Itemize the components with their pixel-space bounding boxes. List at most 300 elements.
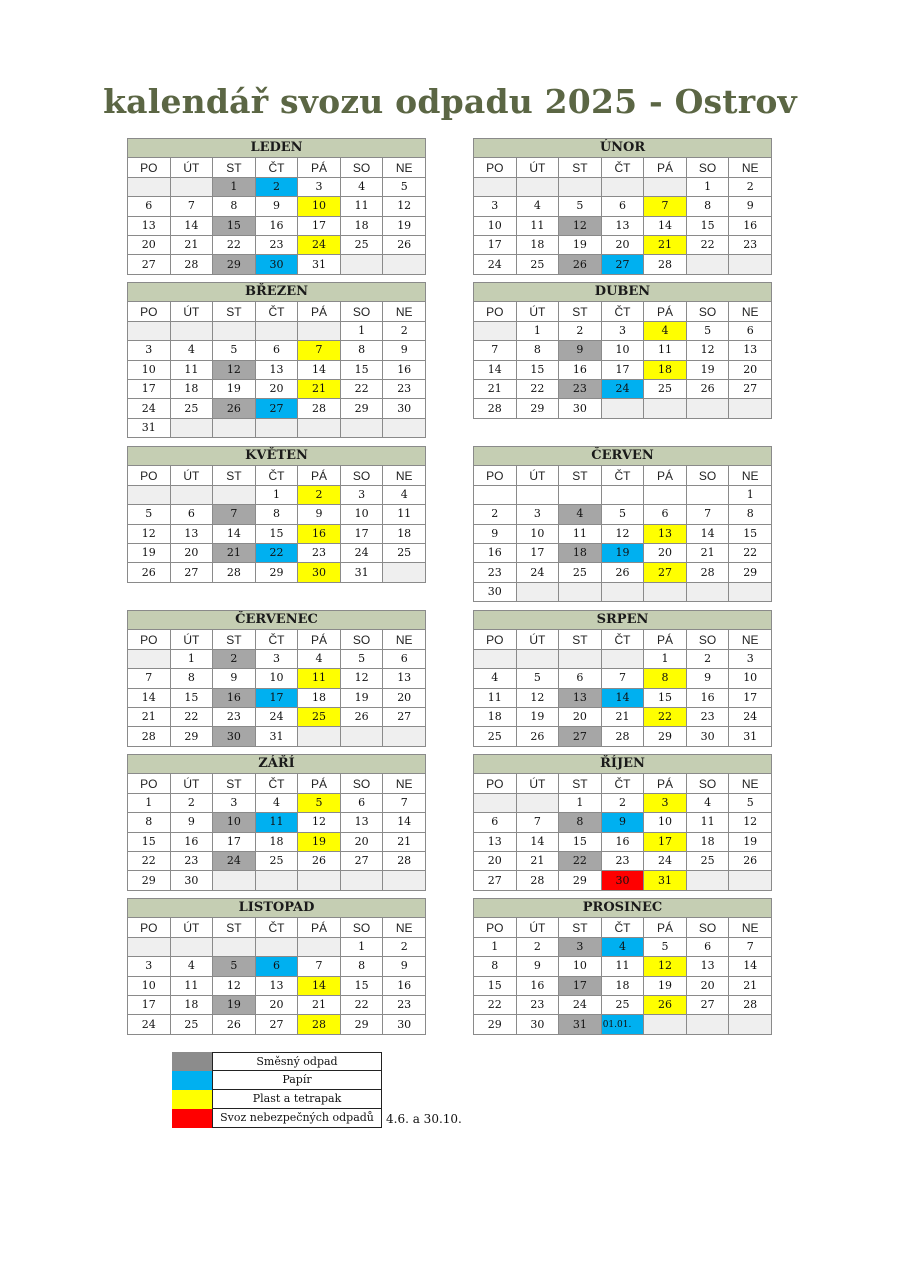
empty-cell <box>255 871 298 890</box>
day-header: NE <box>729 774 772 793</box>
day-cell: 12 <box>686 341 729 360</box>
month-květen <box>127 446 426 583</box>
week-row <box>474 216 772 235</box>
day-header: NE <box>383 466 426 485</box>
empty-cell <box>601 649 644 668</box>
day-cell: 18 <box>644 360 687 379</box>
day-cell: 12 <box>729 813 772 832</box>
day-cell: 4 <box>686 793 729 812</box>
day-cell: 4 <box>644 321 687 340</box>
day-cell: 27 <box>474 871 517 890</box>
day-cell: 12 <box>213 976 256 995</box>
week-row <box>474 688 772 707</box>
day-header: PÁ <box>298 918 341 937</box>
day-cell: 24 <box>340 543 383 562</box>
week-row <box>474 832 772 851</box>
empty-cell <box>686 871 729 890</box>
day-cell: 12 <box>340 669 383 688</box>
day-cell: 11 <box>516 216 559 235</box>
day-cell: 25 <box>686 851 729 870</box>
day-cell: 28 <box>128 727 171 746</box>
day-header: SO <box>686 918 729 937</box>
day-header: ST <box>559 302 602 321</box>
day-cell: 8 <box>128 813 171 832</box>
empty-cell <box>601 399 644 418</box>
day-cell: 21 <box>601 707 644 726</box>
day-header: SO <box>686 158 729 177</box>
day-cell: 11 <box>298 669 341 688</box>
week-row <box>128 707 426 726</box>
empty-cell <box>340 255 383 274</box>
day-cell: 15 <box>340 360 383 379</box>
day-cell: 18 <box>686 832 729 851</box>
day-cell: 17 <box>601 360 644 379</box>
day-cell: 10 <box>255 669 298 688</box>
day-cell: 10 <box>474 216 517 235</box>
day-cell: 14 <box>383 813 426 832</box>
day-cell: 17 <box>559 976 602 995</box>
day-cell: 28 <box>601 727 644 746</box>
week-row <box>128 688 426 707</box>
day-cell: 1 <box>474 937 517 956</box>
day-cell: 18 <box>601 976 644 995</box>
empty-cell <box>559 485 602 504</box>
day-cell: 8 <box>516 341 559 360</box>
hazardous-dates-note: 4.6. a 30.10. <box>386 1112 462 1126</box>
empty-cell <box>213 937 256 956</box>
day-cell: 01.01. <box>601 1015 644 1034</box>
day-cell: 12 <box>383 197 426 216</box>
day-cell: 20 <box>644 543 687 562</box>
day-cell: 19 <box>559 235 602 254</box>
day-header: PO <box>128 774 171 793</box>
day-cell: 15 <box>644 688 687 707</box>
week-row <box>128 669 426 688</box>
day-cell: 26 <box>128 563 171 582</box>
day-cell: 10 <box>516 524 559 543</box>
day-cell: 5 <box>686 321 729 340</box>
day-cell: 28 <box>383 851 426 870</box>
day-cell: 16 <box>516 976 559 995</box>
day-header: ÚT <box>170 158 213 177</box>
week-row <box>474 582 772 601</box>
day-cell: 15 <box>559 832 602 851</box>
day-header: NE <box>729 302 772 321</box>
day-cell: 29 <box>128 871 171 890</box>
day-cell: 31 <box>255 727 298 746</box>
day-header: PÁ <box>298 302 341 321</box>
day-header: ÚT <box>516 158 559 177</box>
day-cell: 16 <box>213 688 256 707</box>
day-cell: 7 <box>213 505 256 524</box>
day-cell: 28 <box>298 399 341 418</box>
day-cell: 2 <box>170 793 213 812</box>
empty-cell <box>729 871 772 890</box>
day-cell: 22 <box>213 235 256 254</box>
day-cell: 4 <box>255 793 298 812</box>
day-cell: 17 <box>128 995 171 1014</box>
day-cell: 8 <box>686 197 729 216</box>
month-name: ŘÍJEN <box>474 755 772 774</box>
day-cell: 21 <box>213 543 256 562</box>
day-cell: 10 <box>340 505 383 524</box>
day-cell: 14 <box>686 524 729 543</box>
day-cell: 4 <box>601 937 644 956</box>
day-cell: 16 <box>729 216 772 235</box>
day-cell: 31 <box>644 871 687 890</box>
day-cell: 14 <box>128 688 171 707</box>
day-cell: 26 <box>601 563 644 582</box>
day-cell: 16 <box>383 976 426 995</box>
day-header: NE <box>383 918 426 937</box>
day-cell: 20 <box>601 235 644 254</box>
day-cell: 7 <box>383 793 426 812</box>
day-cell: 17 <box>213 832 256 851</box>
day-cell: 22 <box>686 235 729 254</box>
day-cell: 1 <box>255 485 298 504</box>
day-cell: 25 <box>255 851 298 870</box>
empty-cell <box>170 485 213 504</box>
day-cell: 17 <box>474 235 517 254</box>
day-cell: 9 <box>516 957 559 976</box>
day-cell: 9 <box>559 341 602 360</box>
day-header: NE <box>383 630 426 649</box>
day-cell: 1 <box>213 177 256 196</box>
day-cell: 16 <box>298 524 341 543</box>
day-header: ČT <box>255 918 298 937</box>
day-cell: 7 <box>686 505 729 524</box>
empty-cell <box>255 937 298 956</box>
month-srpen <box>473 610 772 747</box>
day-cell: 20 <box>170 543 213 562</box>
month-březen <box>127 282 426 438</box>
day-cell: 3 <box>128 957 171 976</box>
day-cell: 26 <box>383 235 426 254</box>
day-cell: 26 <box>686 379 729 398</box>
day-cell: 29 <box>170 727 213 746</box>
day-cell: 18 <box>298 688 341 707</box>
day-cell: 21 <box>128 707 171 726</box>
month-name: SRPEN <box>474 611 772 630</box>
day-cell: 13 <box>340 813 383 832</box>
day-cell: 4 <box>340 177 383 196</box>
empty-cell <box>686 399 729 418</box>
day-cell: 22 <box>340 995 383 1014</box>
day-cell: 19 <box>213 995 256 1014</box>
day-cell: 9 <box>729 197 772 216</box>
day-cell: 23 <box>686 707 729 726</box>
day-cell: 29 <box>559 871 602 890</box>
day-cell: 28 <box>644 255 687 274</box>
day-cell: 30 <box>383 399 426 418</box>
day-cell: 23 <box>383 379 426 398</box>
day-cell: 18 <box>559 543 602 562</box>
day-header: SO <box>686 302 729 321</box>
day-header: PÁ <box>644 302 687 321</box>
day-cell: 5 <box>340 649 383 668</box>
week-row <box>474 669 772 688</box>
day-cell: 28 <box>729 995 772 1014</box>
day-cell: 2 <box>516 937 559 956</box>
empty-cell <box>644 177 687 196</box>
week-row <box>474 543 772 562</box>
day-cell: 11 <box>340 197 383 216</box>
day-cell: 2 <box>213 649 256 668</box>
day-cell: 27 <box>644 563 687 582</box>
day-header: PO <box>128 302 171 321</box>
day-cell: 25 <box>601 995 644 1014</box>
day-cell: 8 <box>340 957 383 976</box>
day-cell: 2 <box>601 793 644 812</box>
day-header: ST <box>213 918 256 937</box>
legend-label-mixed: Směsný odpad <box>212 1052 382 1071</box>
day-header: ČT <box>601 918 644 937</box>
day-cell: 12 <box>601 524 644 543</box>
day-header: NE <box>383 302 426 321</box>
day-cell: 18 <box>516 235 559 254</box>
day-header: PO <box>474 918 517 937</box>
empty-cell <box>474 485 517 504</box>
day-cell: 6 <box>559 669 602 688</box>
empty-cell <box>559 177 602 196</box>
day-cell: 9 <box>474 524 517 543</box>
day-cell: 4 <box>559 505 602 524</box>
week-row <box>474 524 772 543</box>
day-cell: 8 <box>170 669 213 688</box>
empty-cell <box>729 582 772 601</box>
day-cell: 15 <box>213 216 256 235</box>
day-cell: 3 <box>255 649 298 668</box>
day-cell: 13 <box>255 976 298 995</box>
day-cell: 13 <box>644 524 687 543</box>
day-cell: 30 <box>559 399 602 418</box>
week-row <box>474 235 772 254</box>
day-cell: 18 <box>383 524 426 543</box>
day-cell: 25 <box>474 727 517 746</box>
day-cell: 4 <box>474 669 517 688</box>
day-cell: 21 <box>170 235 213 254</box>
day-cell: 14 <box>516 832 559 851</box>
day-header: PO <box>128 630 171 649</box>
week-row <box>474 563 772 582</box>
day-cell: 19 <box>213 379 256 398</box>
day-cell: 29 <box>644 727 687 746</box>
empty-cell <box>128 649 171 668</box>
week-row <box>128 851 426 870</box>
day-cell: 24 <box>298 235 341 254</box>
day-header: ČT <box>601 630 644 649</box>
week-row <box>128 976 426 995</box>
empty-cell <box>644 399 687 418</box>
legend-swatch-mixed <box>172 1052 212 1071</box>
day-cell: 6 <box>474 813 517 832</box>
day-cell: 11 <box>383 505 426 524</box>
day-cell: 21 <box>729 976 772 995</box>
day-cell: 1 <box>686 177 729 196</box>
day-header: PO <box>474 158 517 177</box>
day-cell: 30 <box>474 582 517 601</box>
empty-cell <box>255 321 298 340</box>
empty-cell <box>601 177 644 196</box>
day-cell: 26 <box>213 399 256 418</box>
day-cell: 10 <box>729 669 772 688</box>
day-header: SO <box>686 466 729 485</box>
week-row <box>128 379 426 398</box>
week-row <box>474 321 772 340</box>
day-cell: 26 <box>340 707 383 726</box>
week-row <box>474 957 772 976</box>
day-cell: 1 <box>516 321 559 340</box>
empty-cell <box>686 582 729 601</box>
day-cell: 13 <box>686 957 729 976</box>
day-cell: 13 <box>729 341 772 360</box>
week-row <box>128 957 426 976</box>
day-cell: 17 <box>729 688 772 707</box>
week-row <box>474 995 772 1014</box>
day-header: ČT <box>255 630 298 649</box>
week-row <box>128 418 426 437</box>
day-cell: 5 <box>128 505 171 524</box>
empty-cell <box>729 399 772 418</box>
day-cell: 11 <box>170 976 213 995</box>
day-cell: 23 <box>170 851 213 870</box>
month-říjen <box>473 754 772 891</box>
day-cell: 22 <box>340 379 383 398</box>
day-header: ST <box>213 630 256 649</box>
day-cell: 24 <box>128 399 171 418</box>
day-cell: 26 <box>644 995 687 1014</box>
day-header: SO <box>340 630 383 649</box>
day-cell: 14 <box>298 976 341 995</box>
day-cell: 13 <box>601 216 644 235</box>
day-cell: 9 <box>298 505 341 524</box>
day-header: ČT <box>255 302 298 321</box>
legend-label-hazardous: Svoz nebezpečných odpadů <box>212 1109 382 1128</box>
day-cell: 27 <box>729 379 772 398</box>
day-cell: 24 <box>559 995 602 1014</box>
week-row <box>128 727 426 746</box>
week-row <box>474 649 772 668</box>
month-name: ÚNOR <box>474 139 772 158</box>
day-header: PO <box>128 918 171 937</box>
day-cell: 7 <box>601 669 644 688</box>
day-cell: 19 <box>729 832 772 851</box>
day-cell: 5 <box>729 793 772 812</box>
day-cell: 23 <box>601 851 644 870</box>
month-červen <box>473 446 772 602</box>
day-cell: 8 <box>729 505 772 524</box>
day-cell: 23 <box>729 235 772 254</box>
day-header: SO <box>686 774 729 793</box>
day-cell: 12 <box>128 524 171 543</box>
week-row <box>474 485 772 504</box>
day-cell: 17 <box>298 216 341 235</box>
day-cell: 10 <box>128 976 171 995</box>
day-cell: 1 <box>128 793 171 812</box>
day-cell: 24 <box>601 379 644 398</box>
day-cell: 6 <box>601 197 644 216</box>
day-cell: 15 <box>128 832 171 851</box>
day-cell: 24 <box>255 707 298 726</box>
week-row <box>128 1015 426 1034</box>
day-header: SO <box>340 158 383 177</box>
day-cell: 16 <box>601 832 644 851</box>
day-cell: 18 <box>170 995 213 1014</box>
day-cell: 3 <box>213 793 256 812</box>
week-row <box>474 505 772 524</box>
week-row <box>128 216 426 235</box>
week-row <box>128 197 426 216</box>
day-cell: 24 <box>729 707 772 726</box>
day-cell: 20 <box>729 360 772 379</box>
week-row <box>128 255 426 274</box>
day-cell: 28 <box>213 563 256 582</box>
day-header: ÚT <box>516 630 559 649</box>
day-header: PO <box>474 302 517 321</box>
week-row <box>128 505 426 524</box>
day-cell: 31 <box>340 563 383 582</box>
week-row <box>474 379 772 398</box>
day-cell: 26 <box>559 255 602 274</box>
day-cell: 23 <box>298 543 341 562</box>
day-cell: 7 <box>644 197 687 216</box>
month-name: BŘEZEN <box>128 283 426 302</box>
day-cell: 18 <box>170 379 213 398</box>
month-září <box>127 754 426 891</box>
day-cell: 15 <box>686 216 729 235</box>
day-cell: 16 <box>686 688 729 707</box>
week-row <box>474 360 772 379</box>
day-cell: 12 <box>298 813 341 832</box>
day-cell: 13 <box>128 216 171 235</box>
empty-cell <box>516 793 559 812</box>
day-cell: 10 <box>559 957 602 976</box>
day-cell: 28 <box>298 1015 341 1034</box>
day-cell: 13 <box>255 360 298 379</box>
day-header: NE <box>729 158 772 177</box>
day-cell: 3 <box>128 341 171 360</box>
day-cell: 13 <box>383 669 426 688</box>
week-row <box>128 793 426 812</box>
day-cell: 29 <box>729 563 772 582</box>
day-cell: 5 <box>516 669 559 688</box>
day-cell: 4 <box>516 197 559 216</box>
day-header: PO <box>474 774 517 793</box>
empty-cell <box>474 177 517 196</box>
empty-cell <box>340 418 383 437</box>
week-row <box>128 871 426 890</box>
day-cell: 16 <box>559 360 602 379</box>
day-cell: 22 <box>559 851 602 870</box>
empty-cell <box>128 177 171 196</box>
day-cell: 3 <box>474 197 517 216</box>
empty-cell <box>516 582 559 601</box>
day-cell: 6 <box>729 321 772 340</box>
day-cell: 14 <box>474 360 517 379</box>
day-header: NE <box>383 158 426 177</box>
day-cell: 15 <box>729 524 772 543</box>
day-header: ÚT <box>170 774 213 793</box>
day-cell: 2 <box>559 321 602 340</box>
day-cell: 22 <box>474 995 517 1014</box>
day-cell: 16 <box>383 360 426 379</box>
day-cell: 29 <box>213 255 256 274</box>
day-cell: 28 <box>516 871 559 890</box>
day-cell: 10 <box>128 360 171 379</box>
day-cell: 29 <box>474 1015 517 1034</box>
week-row <box>128 321 426 340</box>
day-cell: 14 <box>601 688 644 707</box>
